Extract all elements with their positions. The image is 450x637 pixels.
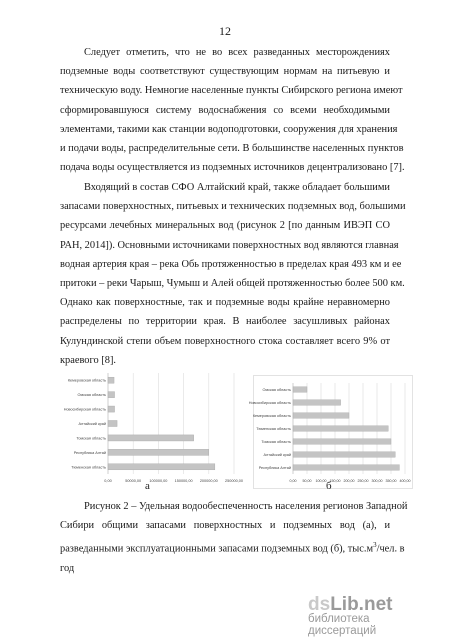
category-label: Тюменская область: [71, 465, 106, 470]
paragraph-2: [60, 178, 406, 370]
category-label: Омская область: [77, 393, 106, 398]
paragraph-2-line: водная артерия края – река Обь протяженностью в пределах края 493 км и ее: [60, 258, 402, 270]
paragraph-2-line: распределены по территории края. В наиболее засушливых районах: [60, 316, 390, 328]
paragraph-2-line: ресурсами лечебных минеральных вод (рисунок 2 [по данным ИВЭП СО: [60, 220, 390, 232]
caption-line: разведанными эксплуатационными запасами подземных вод (б), тыс.м: [60, 543, 374, 555]
watermark-subtitle: библиотека диссертаций: [308, 613, 377, 637]
caption-line: Сибири общими запасами поверхностных и подземных вод (а), и: [60, 520, 390, 532]
x-tick-label: 100,00: [315, 479, 327, 483]
x-tick-label: 0,00: [289, 479, 297, 483]
caption-line: год: [60, 562, 75, 574]
bar: [293, 413, 349, 418]
paragraph-1-line: Следует отметить, что не во всех разведанных месторождениях: [84, 47, 390, 58]
x-tick-label: 400,00: [399, 479, 411, 483]
category-label: Томская область: [261, 440, 291, 444]
category-label: Томская область: [76, 436, 106, 441]
x-tick-label: 100000,00: [149, 479, 168, 483]
bar: [108, 464, 215, 470]
x-tick-label: 50,00: [302, 479, 312, 483]
x-tick-label: 150,00: [329, 479, 341, 483]
category-label: Омская область: [262, 388, 291, 392]
caption-tail: /чел. в: [376, 543, 405, 555]
category-label: Алтайский край: [78, 422, 106, 426]
bar: [293, 452, 395, 457]
figure-caption: [60, 497, 408, 578]
paragraph-1-line: и подачи воды, распределительные сети. В большинстве населенных пунктов: [60, 143, 404, 155]
figure-label-a: а: [145, 480, 150, 492]
paragraph-2-line: краевого [8].: [60, 354, 117, 366]
chart-frame: [254, 376, 413, 489]
bar: [293, 426, 388, 431]
figure-label-b: б: [326, 480, 332, 492]
x-tick-label: 350,00: [385, 479, 397, 483]
paragraph-1-line: сформировавшуюся систему водоснабжения со всеми необходимыми: [60, 104, 390, 116]
bar: [293, 387, 307, 392]
paragraph-1: [60, 43, 405, 177]
caption-line: Рисунок 2 – Удельная водообеспеченность населения регионов Западной: [84, 501, 408, 512]
paragraph-2-line: Входящий в состав СФО Алтайский край, также обладает большими: [84, 182, 390, 193]
paragraph-2-line: запасами поверхностных, питьевых и технических подземных вод, большими: [60, 201, 406, 213]
chart-a: [52, 367, 242, 489]
x-tick-label: 150000,00: [174, 479, 193, 483]
category-label: Кемеровская область: [252, 414, 291, 418]
paragraph-1-line: элементами, такими как станции водоподготовки, сооружения для хранения: [60, 123, 398, 135]
bar: [108, 377, 114, 383]
bar: [108, 420, 117, 426]
category-label: Новосибирская область: [63, 407, 106, 412]
category-label: Тюменская область: [256, 427, 291, 431]
bar: [293, 400, 341, 405]
bar: [108, 406, 115, 412]
x-tick-label: 300,00: [371, 479, 383, 483]
bar: [293, 465, 399, 470]
bar: [108, 435, 194, 441]
bar: [108, 392, 115, 398]
paragraph-2-line: Однако как поверхностные, так и подземные воды крайне неравномерно: [60, 297, 390, 309]
caption-superscript: 3: [373, 540, 377, 549]
category-label: Республика Алтай: [73, 450, 106, 455]
category-label: Республика Алтай: [258, 466, 291, 470]
bar: [293, 439, 391, 444]
dslib-watermark[interactable]: [308, 594, 438, 637]
x-tick-label: 0,00: [104, 479, 112, 483]
paragraph-1-line: техническую воду. Немногие населенные пункты Сибирского региона имеют: [60, 85, 403, 97]
x-tick-label: 250000,00: [225, 479, 243, 483]
page-number: 12: [219, 24, 231, 38]
paragraph-2-line: Кулундинской степи объем поверхностного стока составляет всего 9% от: [60, 335, 390, 347]
x-tick-label: 250,00: [357, 479, 369, 483]
category-label: Новосибирская область: [248, 401, 291, 405]
chart-b: [248, 375, 413, 489]
x-tick-label: 200000,00: [199, 479, 218, 483]
paragraph-2-line: РАН, 2014]). Основными источниками поверхностных вод являются главная: [60, 239, 399, 251]
category-label: Кемеровская область: [67, 378, 106, 383]
bar: [108, 449, 209, 455]
x-tick-label: 50000,00: [125, 479, 142, 483]
paragraph-1-line: подземные воды соответствуют существующим нормам на питьевую и: [60, 66, 390, 78]
paragraph-2-line: притоки – реки Чарыш, Чумыш и Алей общей протяженностью более 500 км.: [60, 278, 405, 290]
watermark-logo: dsLib.net: [308, 594, 393, 615]
x-tick-label: 200,00: [343, 479, 355, 483]
category-label: Алтайский край: [263, 453, 291, 457]
paragraph-1-line: подача воды осуществляется из подземных источников децентрализовано [7].: [60, 162, 405, 174]
